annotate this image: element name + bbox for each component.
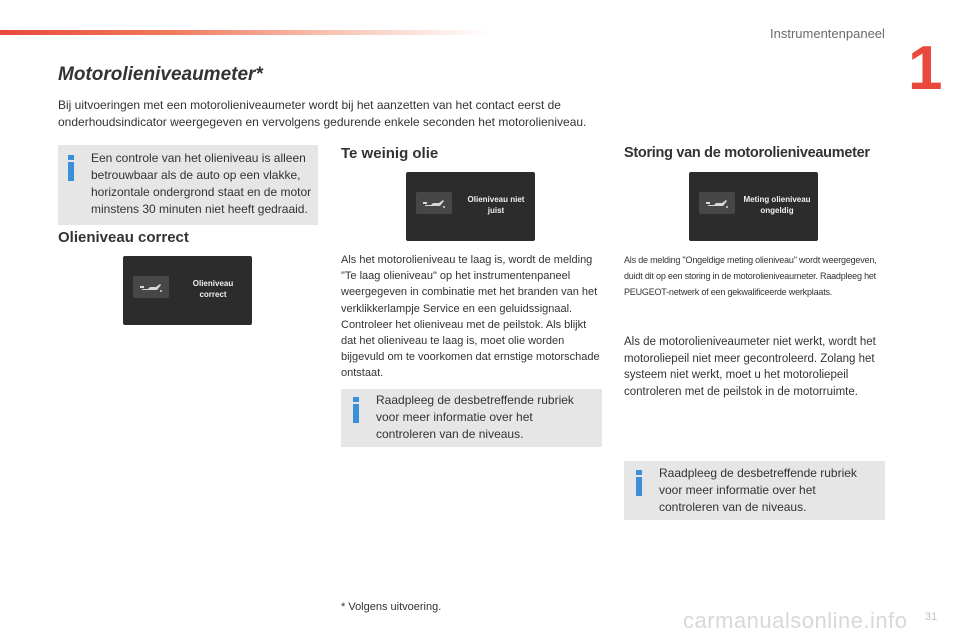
header-accent-bar <box>0 30 490 35</box>
display-oil-level-correct <box>123 256 252 325</box>
heading-oil-level-correct: Olieniveau correct <box>58 229 189 246</box>
info-box-consult-section-right <box>624 461 885 520</box>
display-oil-level-incorrect <box>406 172 535 241</box>
footnote: * Volgens uitvoering. <box>341 601 442 613</box>
page-title: Motorolieniveaumeter* <box>58 64 263 85</box>
intro-paragraph: Bij uitvoeringen met een motorolieniveaumeter wordt bij het aanzetten van het contact eerst de onderhoudsindicator weergegeven en vervolgens gedurende enkele seconden het motorolieniveau. <box>58 98 587 129</box>
info-text: Een controle van het olieniveau is alleen betrouwbaar als de auto op een vlakke, horizontale ondergrond staat en de motor minstens 30 minuten niet heeft gedraaid. <box>91 151 312 216</box>
section-title: Instrumentenpaneel <box>770 26 885 41</box>
info-text: Raadpleeg de desbetreffende rubriek voor meer informatie over het controleren van de niveaus. <box>376 393 574 441</box>
heading-level-meter-fault: Storing van de motorolieniveaumeter <box>624 145 870 161</box>
info-text: Raadpleeg de desbetreffende rubriek voor meer informatie over het controleren van de niveaus. <box>659 466 857 514</box>
watermark: carmanualsonline.info <box>683 608 908 633</box>
fault-body-text: Als de motorolieniveaumeter niet werkt, wordt het motoroliepeil niet meer gecontroleerd. Zolang het systeem niet werkt, moet u het motoroliepeil controleren met de peilstok in de motorruimte. <box>624 336 876 398</box>
info-box-consult-section <box>341 389 602 447</box>
oil-gauge <box>699 192 735 214</box>
display-measurement-invalid <box>689 172 818 241</box>
oil-can-icon <box>133 276 169 298</box>
too-little-oil-text: Als het motorolieniveau te laag is, wordt de melding "Te laag olieniveau" op het instrumentenpaneel weergegeven in combinatie met het branden van het verklikkerlampje Service en een geluidssignaal. Controleer het olieniveau met de peilstok. Als blijkt dat het olieniveau te laag is, moet olie worden bijgevuld om te voorkomen dat ernstige motorschade ontstaat. <box>341 254 600 380</box>
display-message: Olieniveau niet juist <box>467 195 525 215</box>
oil-can-icon <box>699 192 735 214</box>
oil-gauge <box>133 276 169 298</box>
info-box-level-check <box>58 145 318 225</box>
page-number: 31 <box>925 611 938 623</box>
display-message: Meting olieniveau ongeldig <box>743 195 811 215</box>
oil-gauge <box>416 192 452 214</box>
display-message: Olieniveau correct <box>192 279 234 299</box>
oil-can-icon <box>416 192 452 214</box>
fault-detail-text: Als de melding "Ongeldige meting olieniveau" wordt weergegeven, duidt dit op een storing in de motorolieniveaumeter. Raadpleeg het PEUGEOT-netwerk of een gekwalificeerde werkplaats. <box>624 255 877 297</box>
chapter-number: 1 <box>908 34 943 103</box>
heading-too-little-oil: Te weinig olie <box>341 145 439 162</box>
